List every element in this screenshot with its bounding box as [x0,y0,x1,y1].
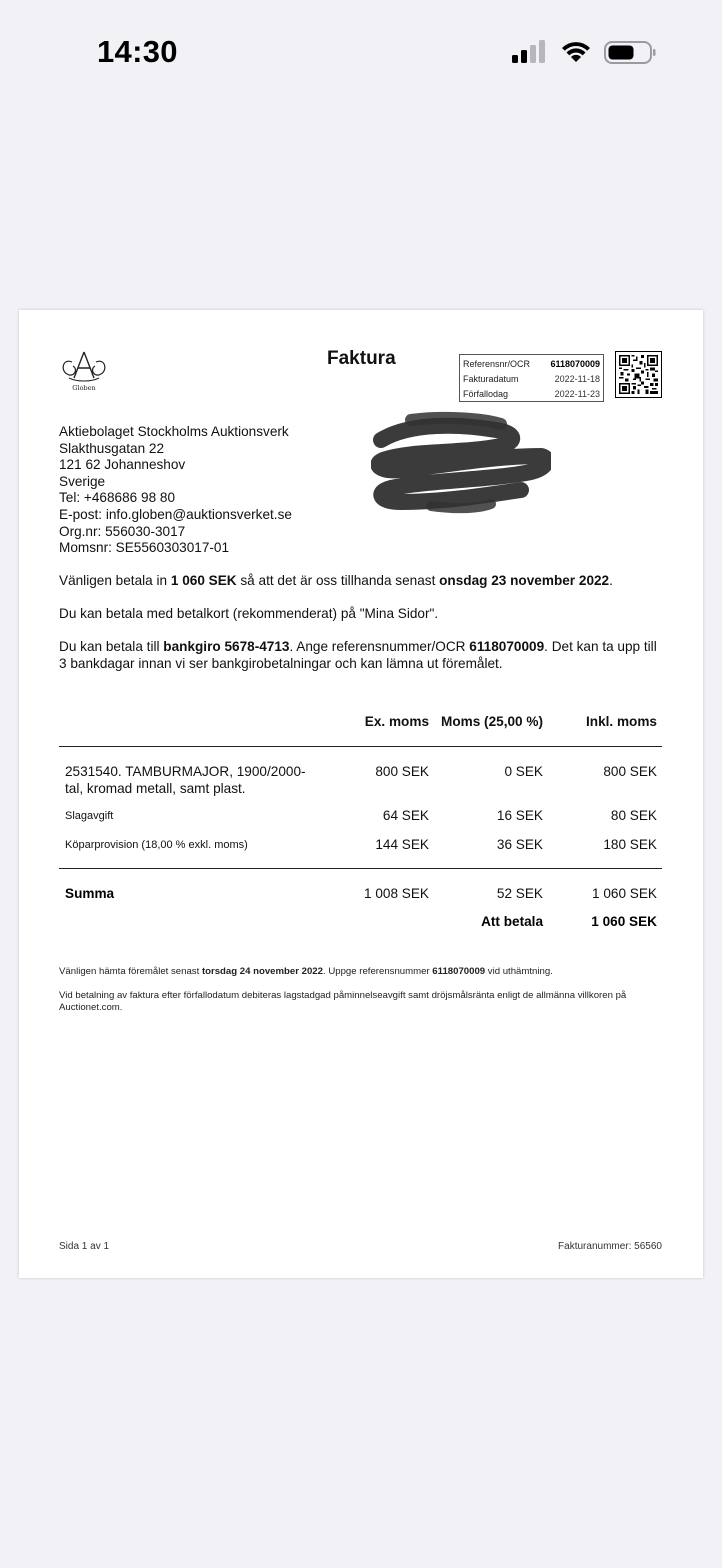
table-row-item-inkl: 800 SEK [603,764,657,779]
text: Vänligen betala in [59,573,171,588]
card-payment-text: Du kan betala med betalkort (rekommenderat) på "Mina Sidor". [59,606,439,621]
invoice-date-label: Fakturadatum [463,374,519,384]
table-row-provision-desc: Köparprovision (18,00 % exkl. moms) [65,839,248,851]
sender-line: Tel: +468686 98 80 [59,490,176,506]
text: . Uppge referensnummer [322,966,433,977]
table-row-slagavgift-ex: 64 SEK [382,808,429,823]
sender-line: Slakthusgatan 22 [59,440,165,456]
due-date-row [463,387,600,402]
table-row-slagavgift-desc: Slagavgift [65,810,114,822]
summa-inkl: 1 060 SEK [592,886,657,901]
late-payment-note: Vid betalning av faktura efter förfallodatum debiteras lagstadgad påminnelseavgift samt dröjsmålsränta enligt de allmänna villkoren på Auctionet.com. [59,990,627,1013]
due-date: onsdag 23 november 2022 [439,573,610,588]
summa-ex: 1 008 SEK [364,886,429,901]
wifi-icon [562,42,590,62]
ref-ocr-row [463,357,600,372]
amount-due: 1 060 SEK [170,573,237,588]
table-row-item-moms: 0 SEK [504,764,543,779]
sender-line: Aktiebolaget Stockholms Auktionsverk [59,424,289,439]
col-header-ex-moms: Ex. moms [364,714,429,729]
sender-line: E-post: info.globen@auktionsverket.se [59,506,292,522]
text: . Det kan ta upp till 3 bankdagar innan vi ser bankgirobetalningar och kan lämna ut föremålet. [59,639,657,671]
globen-logo [59,348,109,392]
invoice-number: Fakturanummer: 56560 [558,1241,662,1252]
svg-text:Globen: Globen [72,384,96,392]
invoice-document [19,310,703,1278]
col-header-inkl-moms: Inkl. moms [585,714,657,729]
sender-line: 121 62 Johanneshov [59,457,186,473]
ref-ocr-label: Referensnr/OCR [463,359,531,369]
summa-label: Summa [65,886,115,901]
invoice-date-value: 2022-11-18 [554,374,600,384]
cellular-signal-icon [510,38,660,68]
pickup-reference: 6118070009 [432,966,486,977]
sender-address [59,424,292,557]
ref-ocr-value: 6118070009 [550,359,600,369]
text: vid uthämtning. [485,966,553,977]
ocr-number: 6118070009 [469,639,545,654]
due-date-label: Förfallodag [463,389,509,399]
bankgiro-number: bankgiro 5678-4713 [163,639,290,654]
table-row-slagavgift-inkl: 80 SEK [610,808,657,823]
due-date-value: 2022-11-23 [554,389,600,399]
table-divider [59,868,662,869]
table-row-provision-moms: 36 SEK [496,837,543,852]
pickup-date: torsdag 24 november 2022 [201,966,323,977]
page-number: Sida 1 av 1 [59,1241,110,1252]
table-row-item-desc: 2531540. TAMBURMAJOR, 1900/2000-tal, kromad metall, samt plast. [65,764,306,796]
status-time: 14:30 [97,34,178,69]
att-betala-label: Att betala [481,914,543,929]
col-header-moms: Moms (25,00 %) [441,714,543,729]
att-betala-value: 1 060 SEK [591,914,657,929]
table-row-item-ex: 800 SEK [375,764,429,779]
invoice-date-row [463,372,600,387]
table-row-provision-ex: 144 SEK [375,837,429,852]
payment-instruction [59,573,664,590]
pickup-note [59,966,659,978]
table-row-provision-inkl: 180 SEK [603,837,657,852]
table-divider [59,746,662,747]
document-title: Faktura [327,348,396,369]
bankgiro-payment-text [59,639,664,672]
redacted-recipient-address [371,410,551,520]
status-icons [510,38,660,68]
sender-line: Org.nr: 556030-3017 [59,523,186,539]
summa-moms: 52 SEK [496,886,543,901]
sender-line: Momsnr: SE5560303017-01 [59,540,230,556]
table-row-slagavgift-moms: 16 SEK [496,808,543,823]
text: så att det är oss tillhanda senast [236,573,440,588]
text: Du kan betala till [59,639,164,654]
text: Vänligen hämta föremålet senast [59,966,202,977]
battery-icon [605,42,656,63]
text: . [609,573,613,588]
qr-code [615,351,662,398]
text: . Ange referensnummer/OCR [289,639,470,654]
sender-line: Sverige [59,473,106,489]
invoice-info-box [459,354,604,402]
